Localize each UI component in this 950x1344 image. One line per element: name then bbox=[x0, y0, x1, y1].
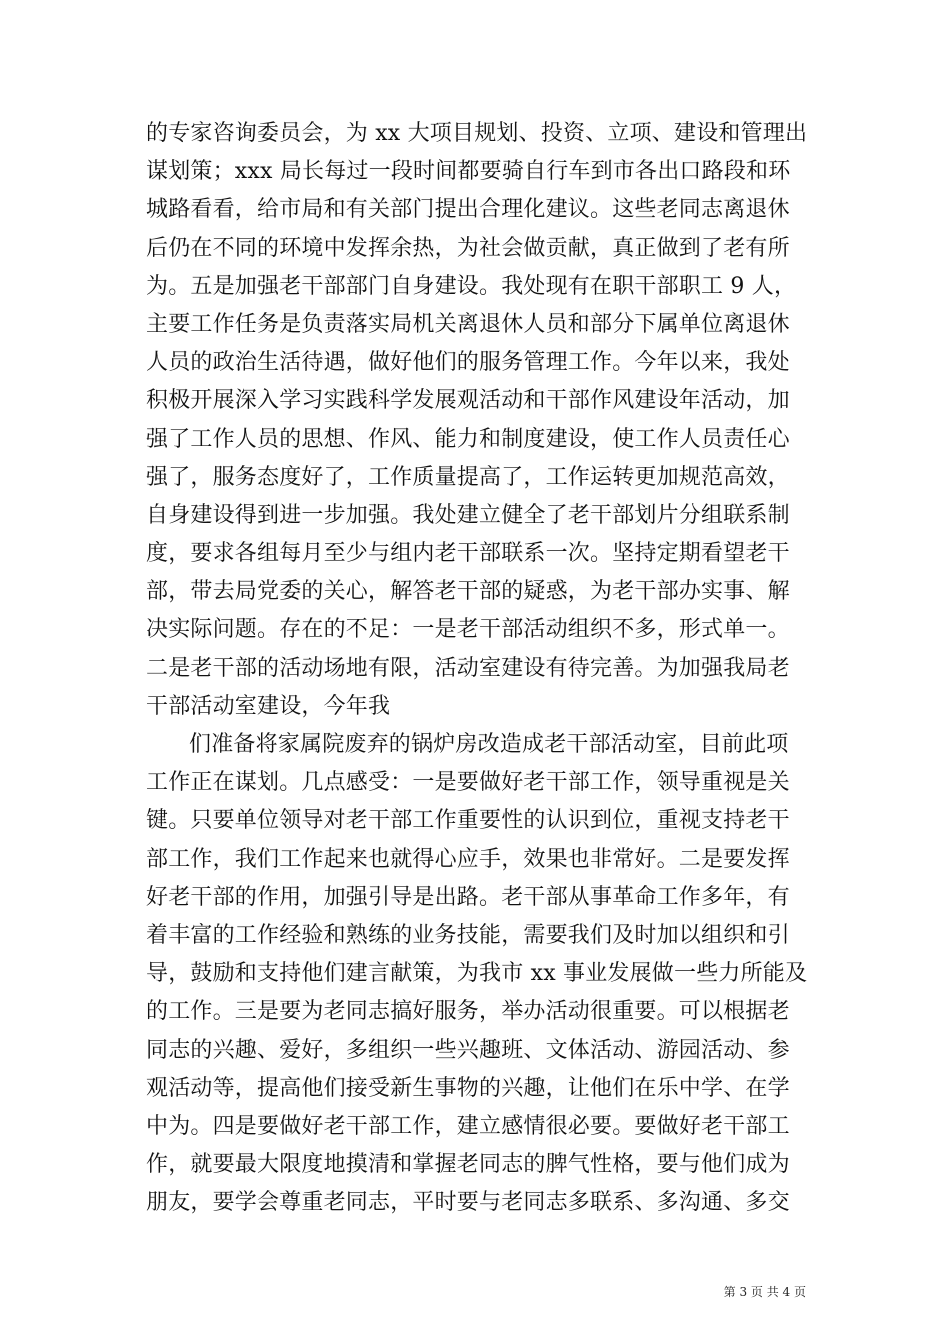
text-line: 中为。四是要做好老干部工作，建立感情很必要。要做好老干部工 bbox=[146, 1113, 790, 1139]
text-line: 积极开展深入学习实践科学发展观活动和干部作风建设年活动，加 bbox=[146, 388, 790, 414]
text-line: 二是老干部的活动场地有限，活动室建设有待完善。为加强我局老 bbox=[146, 655, 790, 681]
text-line: 后仍在不同的环境中发挥余热，为社会做贡献，真正做到了老有所 bbox=[146, 235, 790, 261]
text-line: 朋友，要学会尊重老同志，平时要与老同志多联系、多沟通、多交 bbox=[146, 1190, 790, 1216]
text-line: 同志的兴趣、爱好，多组织一些兴趣班、文体活动、游园活动、参 bbox=[146, 1037, 790, 1063]
text-line: 强了工作人员的思想、作风、能力和制度建设，使工作人员责任心 bbox=[146, 426, 790, 452]
page-number-footer: 第 3 页 共 4 页 bbox=[723, 1285, 806, 1299]
document-body bbox=[146, 115, 806, 1222]
text-line: 干部活动室建设，今年我 bbox=[146, 693, 391, 719]
text-line: 导，鼓励和支持他们建言献策，为我市 xx 事业发展做一些力所能及 bbox=[146, 961, 808, 987]
text-line: 城路看看，给市局和有关部门提出合理化建议。这些老同志离退休 bbox=[146, 197, 790, 223]
text-line: 为。五是加强老干部部门自身建设。我处现有在职干部职工 9 人， bbox=[146, 273, 797, 299]
text-line: 谋划策；xxx 局长每过一段时间都要骑自行车到市各出口路段和环 bbox=[146, 159, 791, 185]
text-line: 主要工作任务是负责落实局机关离退休人员和部分下属单位离退休 bbox=[146, 311, 790, 337]
text-line: 的专家咨询委员会，为 xx 大项目规划、投资、立项、建设和管理出 bbox=[146, 121, 808, 146]
text-line: 部工作，我们工作起来也就得心应手，效果也非常好。二是要发挥 bbox=[146, 846, 790, 872]
text-line: 工作正在谋划。几点感受：一是要做好老干部工作，领导重视是关 bbox=[146, 770, 790, 796]
text-line: 作，就要最大限度地摸清和掌握老同志的脾气性格，要与他们成为 bbox=[146, 1152, 790, 1178]
text-line: 观活动等，提高他们接受新生事物的兴趣，让他们在乐中学、在学 bbox=[146, 1075, 790, 1101]
text-line: 度，要求各组每月至少与组内老干部联系一次。坚持定期看望老干 bbox=[146, 541, 790, 567]
text-line: 强了，服务态度好了，工作质量提高了，工作运转更加规范高效， bbox=[146, 464, 790, 490]
text-line: 键。只要单位领导对老干部工作重要性的认识到位，重视支持老干 bbox=[146, 808, 790, 834]
text-line: 着丰富的工作经验和熟练的业务技能，需要我们及时加以组织和引 bbox=[146, 922, 790, 948]
text-line: 人员的政治生活待遇，做好他们的服务管理工作。今年以来，我处 bbox=[146, 350, 790, 376]
paragraph-start-line: 们准备将家属院废弃的锅炉房改造成老干部活动室，目前此项 bbox=[189, 732, 789, 757]
text-line: 自身建设得到进一步加强。我处建立健全了老干部划片分组联系制 bbox=[146, 502, 790, 528]
text-line: 决实际问题。存在的不足：一是老干部活动组织不多，形式单一。 bbox=[146, 617, 790, 643]
text-line: 好老干部的作用，加强引导是出路。老干部从事革命工作多年，有 bbox=[146, 884, 790, 910]
text-line: 部，带去局党委的关心，解答老干部的疑惑，为老干部办实事、解 bbox=[146, 579, 790, 605]
text-line: 的工作。三是要为老同志搞好服务，举办活动很重要。可以根据老 bbox=[146, 999, 790, 1025]
